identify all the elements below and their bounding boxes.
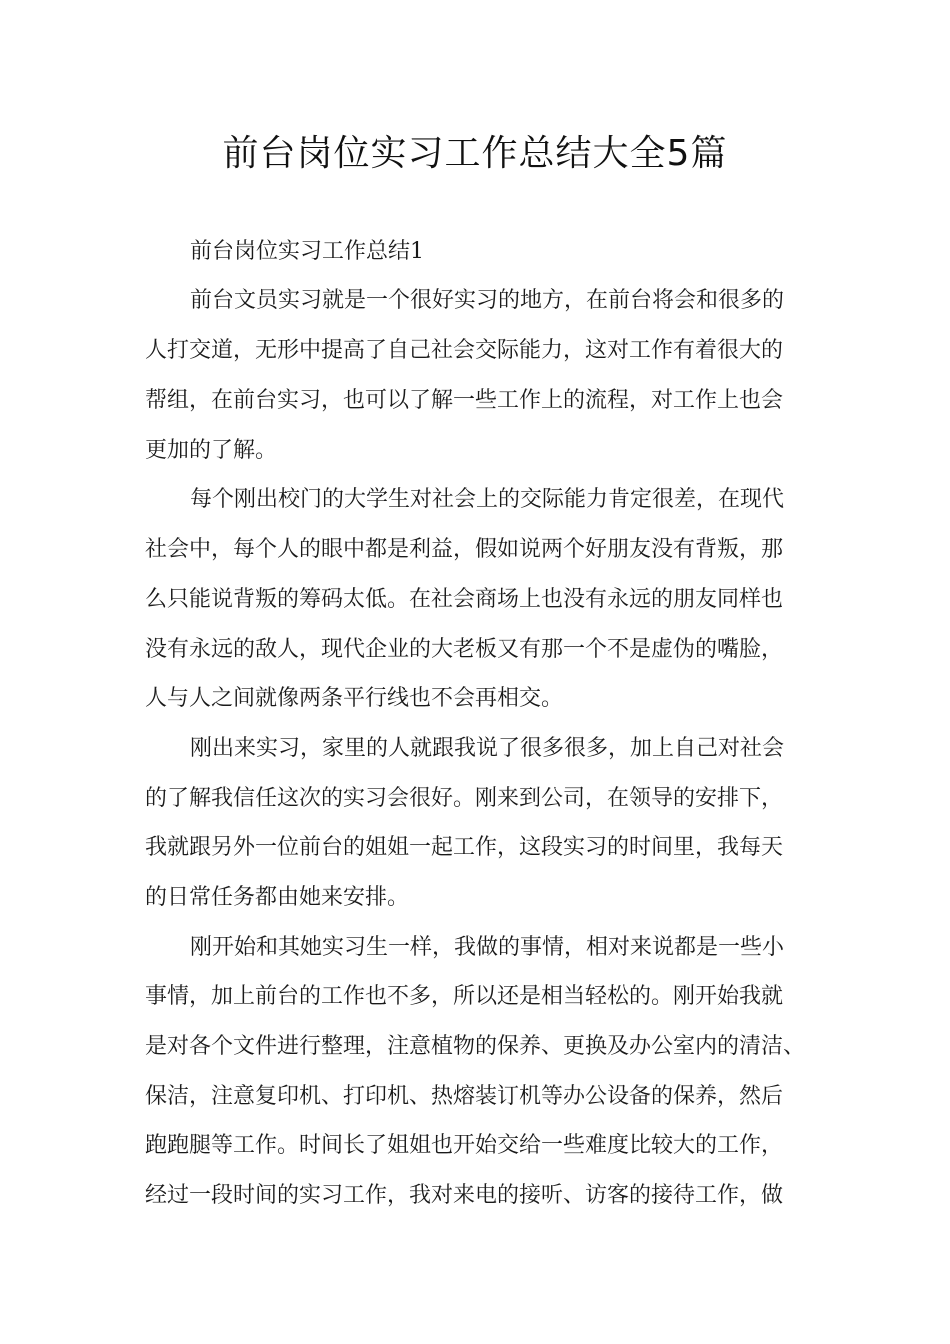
paragraph-line: 更加的了解。 [145, 438, 278, 463]
paragraph-line: 的了解我信任这次的实习会很好。刚来到公司，在领导的安排下， [145, 786, 784, 811]
paragraph-line: 前台文员实习就是一个很好实习的地方，在前台将会和很多的 [190, 288, 785, 313]
paragraph-line: 没有永远的敌人，现代企业的大老板又有那一个不是虚伪的嘴脸， [145, 637, 784, 662]
paragraph-line: 人打交道，无形中提高了自己社会交际能力，这对工作有着很大的 [145, 338, 784, 363]
document-title: 前台岗位实习工作总结大全5篇 [222, 133, 728, 174]
paragraph-line: 我就跟另外一位前台的姐姐一起工作，这段实习的时间里，我每天 [145, 835, 784, 860]
paragraph-line: 帮组，在前台实习，也可以了解一些工作上的流程，对工作上也会 [145, 388, 784, 413]
paragraph-line: 的日常任务都由她来安排。 [145, 885, 410, 910]
paragraph-line: 经过一段时间的实习工作，我对来电的接听、访客的接待工作，做 [145, 1183, 784, 1208]
paragraph-line: 刚出来实习，家里的人就跟我说了很多很多，加上自己对社会 [190, 736, 785, 761]
paragraph-line: 刚开始和其她实习生一样，我做的事情，相对来说都是一些小 [190, 935, 785, 960]
paragraph-line: 是对各个文件进行整理，注意植物的保养、更换及办公室内的清洁、 [145, 1034, 806, 1059]
paragraph-line: 保洁，注意复印机、打印机、热熔装订机等办公设备的保养，然后 [145, 1084, 784, 1109]
paragraph-line: 人与人之间就像两条平行线也不会再相交。 [145, 686, 564, 711]
paragraph-line: 跑跑腿等工作。时间长了姐姐也开始交给一些难度比较大的工作， [145, 1133, 784, 1158]
paragraph-line: 事情，加上前台的工作也不多，所以还是相当轻松的。刚开始我就 [145, 984, 784, 1009]
paragraph-line: 么只能说背叛的筹码太低。在社会商场上也没有永远的朋友同样也 [145, 587, 784, 612]
paragraph-line: 社会中，每个人的眼中都是利益，假如说两个好朋友没有背叛，那 [145, 537, 784, 562]
paragraph-line: 每个刚出校门的大学生对社会上的交际能力肯定很差，在现代 [190, 487, 785, 512]
section-heading: 前台岗位实习工作总结1 [190, 239, 424, 264]
